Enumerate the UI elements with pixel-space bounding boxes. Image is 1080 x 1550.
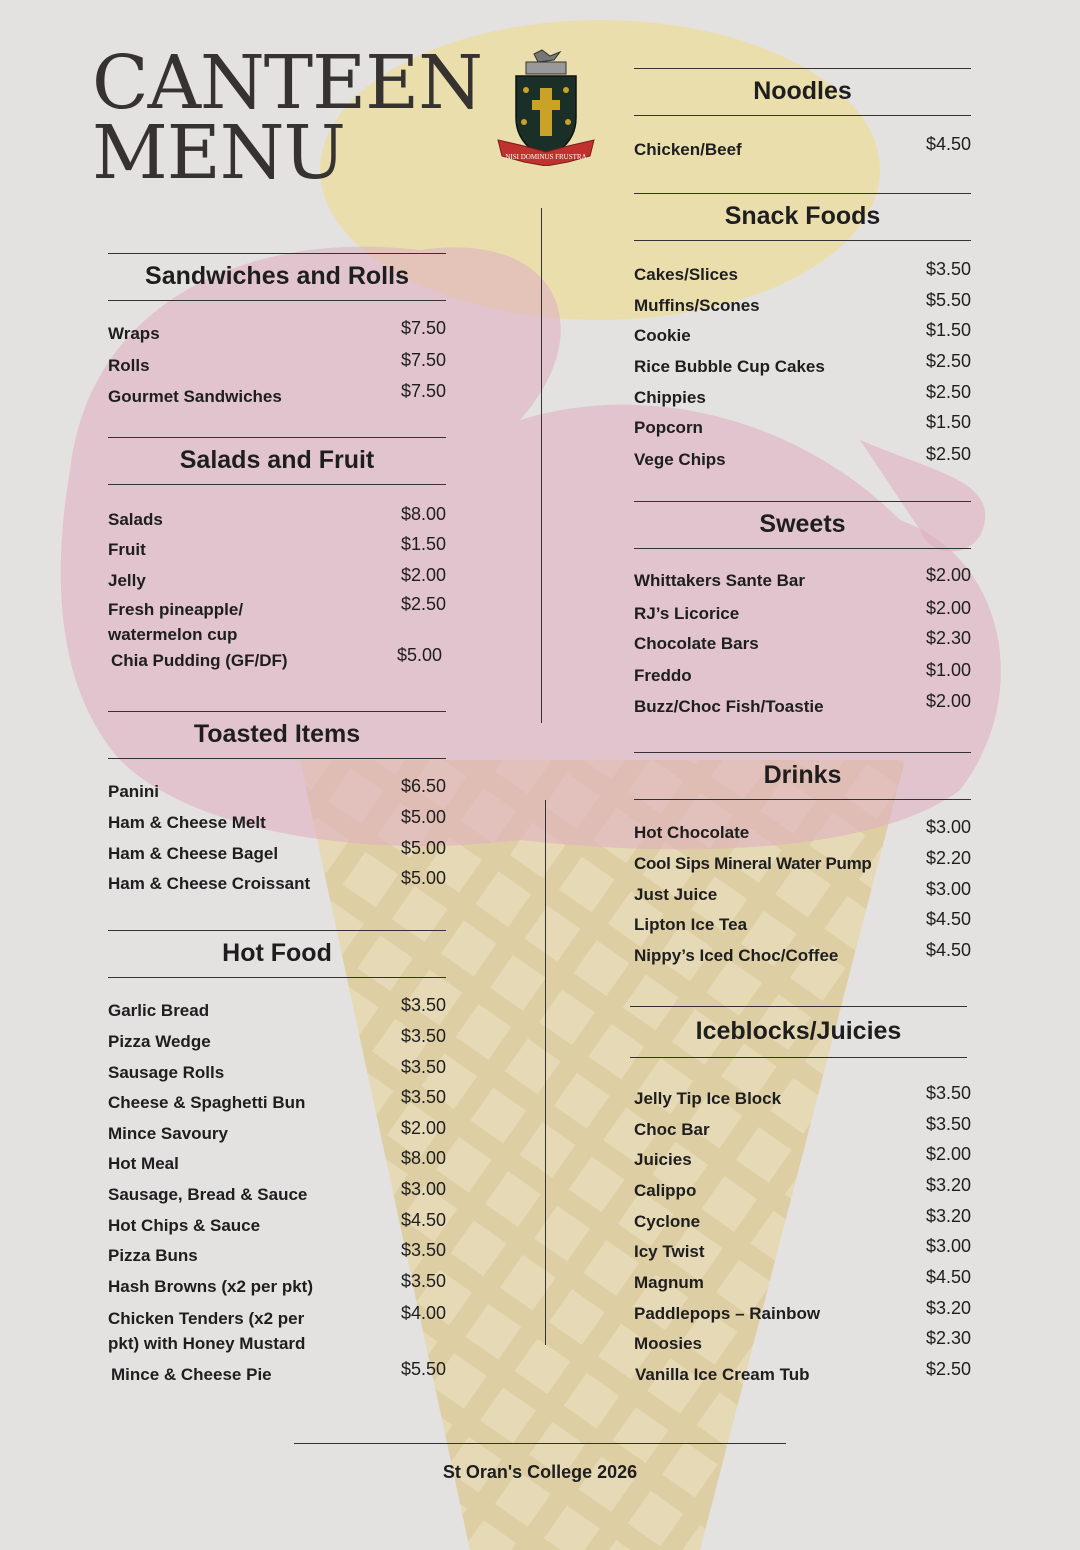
section-heading: Noodles [634, 68, 971, 116]
item-name: Hash Browns (x2 per pkt) [108, 1277, 313, 1296]
menu-item [634, 598, 971, 631]
item-name: Freddo [634, 666, 692, 685]
item-price: $7.50 [400, 350, 446, 370]
item-name: Just Juice [634, 885, 718, 904]
menu-item [634, 817, 971, 850]
menu-item [634, 351, 971, 384]
page-title [92, 40, 482, 196]
menu-item [108, 1148, 446, 1181]
item-name: Chocolate Bars [634, 634, 759, 653]
menu-item [108, 645, 446, 678]
item-name: Lipton Ice Tea [634, 915, 748, 934]
menu-item [630, 1267, 971, 1300]
item-price: $3.00 [925, 817, 971, 837]
item-name: Rice Bubble Cup Cakes [634, 357, 825, 376]
item-price: $3.50 [925, 1114, 971, 1134]
item-price: $2.50 [925, 1359, 971, 1379]
item-name: Jelly Tip Ice Block [634, 1089, 782, 1108]
item-price: $4.50 [400, 1210, 446, 1230]
item-price: $7.50 [400, 318, 446, 338]
menu-section-iceblocks [630, 1006, 971, 1384]
menu-section-salads [108, 437, 446, 670]
item-price: $2.20 [925, 848, 971, 868]
menu-item [108, 594, 446, 644]
item-price: $2.00 [925, 565, 971, 585]
section-heading: Salads and Fruit [108, 437, 446, 485]
section-heading: Iceblocks/Juicies [630, 1006, 967, 1058]
item-price: $2.00 [925, 1144, 971, 1164]
item-name: Cyclone [634, 1212, 701, 1231]
item-name: Choc Bar [634, 1120, 710, 1139]
item-price: $3.00 [925, 879, 971, 899]
item-price: $1.50 [925, 320, 971, 340]
menu-section-noodles [634, 68, 971, 159]
item-name: Whittakers Sante Bar [634, 571, 805, 590]
item-name: Salads [108, 510, 163, 529]
crest-motto: NISI DOMINUS FRUSTRA [505, 153, 587, 161]
item-name: Pizza Wedge [108, 1032, 211, 1051]
item-price: $5.00 [396, 645, 442, 665]
item-name: Magnum [634, 1273, 704, 1292]
item-name: Vanilla Ice Cream Tub [635, 1365, 810, 1384]
menu-item [634, 909, 971, 942]
item-name: Mince Savoury [108, 1124, 228, 1143]
menu-section-sweets [634, 501, 971, 716]
item-price: $5.50 [925, 290, 971, 310]
menu-item [634, 660, 971, 693]
item-price: $3.20 [925, 1175, 971, 1195]
item-price: $1.50 [925, 412, 971, 432]
footer-divider [294, 1443, 786, 1444]
menu-item [108, 776, 446, 809]
menu-item [108, 1303, 446, 1353]
item-name: Hot Meal [108, 1154, 179, 1173]
menu-item [108, 868, 446, 901]
item-name: Panini [108, 782, 160, 801]
menu-item [108, 1240, 446, 1273]
item-price: $3.20 [925, 1206, 971, 1226]
item-price: $2.50 [400, 594, 446, 614]
item-name: Juicies [634, 1150, 692, 1169]
item-name: Chicken Tenders (x2 per pkt) with Honey Mustard [108, 1309, 306, 1353]
item-name: Moosies [634, 1334, 703, 1353]
item-price: $5.50 [400, 1359, 446, 1379]
item-name: Fresh pineapple/ watermelon cup [108, 600, 244, 644]
menu-item [108, 807, 446, 840]
item-price: $4.50 [925, 1267, 971, 1287]
item-price: $3.00 [925, 1236, 971, 1256]
section-heading: Toasted Items [108, 711, 446, 759]
menu-item [108, 565, 446, 598]
item-price: $4.00 [400, 1303, 446, 1323]
item-price: $3.50 [925, 1083, 971, 1103]
item-name: Gourmet Sandwiches [108, 387, 282, 406]
menu-item [630, 1236, 971, 1269]
item-price: $6.50 [400, 776, 446, 796]
menu-item [108, 1179, 446, 1212]
menu-item [108, 838, 446, 871]
title-line-1: CANTEEN [92, 40, 482, 126]
item-name: Buzz/Choc Fish/Toastie [634, 697, 824, 716]
item-price: $5.00 [400, 807, 446, 827]
column-divider-bottom [545, 800, 546, 1345]
menu-item [634, 444, 971, 477]
menu-section-drinks [634, 752, 971, 965]
item-price: $5.00 [400, 868, 446, 888]
item-price: $2.00 [400, 1118, 446, 1138]
menu-item [108, 995, 446, 1028]
menu-item [108, 381, 446, 414]
menu-item [630, 1114, 971, 1147]
item-price: $3.00 [400, 1179, 446, 1199]
item-name: Rolls [108, 356, 150, 375]
menu-section-toasted [108, 711, 446, 893]
item-name: Hot Chocolate [634, 823, 750, 842]
footer-text: St Oran's College 2026 [442, 1462, 638, 1482]
item-price: $4.50 [925, 940, 971, 960]
item-name: Paddlepops – Rainbow [634, 1304, 821, 1323]
item-price: $2.50 [925, 382, 971, 402]
menu-item [108, 1087, 446, 1120]
menu-item [108, 1359, 446, 1392]
section-heading: Snack Foods [634, 193, 971, 241]
item-price: $2.00 [400, 565, 446, 585]
item-price: $1.00 [925, 660, 971, 680]
item-name: Jelly [108, 571, 146, 590]
item-name: Calippo [634, 1181, 697, 1200]
menu-item [108, 1210, 446, 1243]
section-heading: Sweets [634, 501, 971, 549]
item-price: $3.50 [400, 1271, 446, 1291]
menu-item [630, 1083, 971, 1116]
item-price: $4.50 [925, 134, 971, 154]
menu-item [634, 382, 971, 415]
item-name: Fruit [108, 540, 146, 559]
item-price: $8.00 [400, 1148, 446, 1168]
item-price: $2.30 [925, 1328, 971, 1348]
item-price: $7.50 [400, 381, 446, 401]
menu-item [108, 1118, 446, 1151]
item-name: Chicken/Beef [634, 140, 742, 159]
item-name: Vege Chips [634, 450, 726, 469]
item-price: $8.00 [400, 504, 446, 524]
item-name: Pizza Buns [108, 1246, 198, 1265]
item-name: Muffins/Scones [634, 296, 760, 315]
item-price: $4.50 [925, 909, 971, 929]
menu-section-hot-food [108, 930, 446, 1384]
menu-item [634, 848, 971, 881]
item-price: $1.50 [400, 534, 446, 554]
menu-item [634, 691, 971, 724]
item-price: $3.50 [400, 1087, 446, 1107]
item-name: Wraps [108, 324, 160, 343]
item-price: $2.50 [925, 351, 971, 371]
menu-item [634, 290, 971, 323]
menu-item [634, 134, 971, 167]
menu-item [634, 320, 971, 353]
column-divider-top [541, 208, 542, 723]
item-name: Nippy’s Iced Choc/Coffee [634, 946, 839, 965]
school-crest-icon [494, 48, 598, 166]
item-price: $2.00 [925, 598, 971, 618]
item-name: Ham & Cheese Croissant [108, 874, 311, 893]
section-heading: Hot Food [108, 930, 446, 978]
item-name: Sausage, Bread & Sauce [108, 1185, 308, 1204]
menu-item [634, 565, 971, 598]
item-name: Sausage Rolls [108, 1063, 225, 1082]
item-price: $3.50 [925, 259, 971, 279]
item-name: Hot Chips & Sauce [108, 1216, 261, 1235]
item-name: Icy Twist [634, 1242, 705, 1261]
item-name: RJ’s Licorice [634, 604, 740, 623]
menu-item [630, 1328, 971, 1361]
section-heading: Sandwiches and Rolls [108, 253, 446, 301]
section-heading: Drinks [634, 752, 971, 800]
menu-item [108, 1057, 446, 1090]
menu-item [634, 412, 971, 445]
menu-item [630, 1175, 971, 1208]
item-name: Cookie [634, 326, 691, 345]
item-name: Cheese & Spaghetti Bun [108, 1093, 306, 1112]
menu-item [630, 1206, 971, 1239]
menu-item [108, 1026, 446, 1059]
menu-item [630, 1144, 971, 1177]
menu-item [634, 628, 971, 661]
menu-section-sandwiches [108, 253, 446, 406]
menu-item [634, 879, 971, 912]
item-price: $2.00 [925, 691, 971, 711]
item-price: $2.30 [925, 628, 971, 648]
menu-item [634, 940, 971, 973]
item-price: $3.50 [400, 995, 446, 1015]
item-name: Ham & Cheese Melt [108, 813, 266, 832]
item-name: Chia Pudding (GF/DF) [111, 651, 288, 670]
item-name: Chippies [634, 388, 706, 407]
menu-item [108, 350, 446, 383]
item-price: $5.00 [400, 838, 446, 858]
menu-item [634, 259, 971, 292]
menu-item [108, 1271, 446, 1304]
item-name: Ham & Cheese Bagel [108, 844, 279, 863]
menu-item [630, 1298, 971, 1331]
title-line-2: MENU [92, 110, 345, 196]
item-name: Cakes/Slices [634, 265, 738, 284]
item-name: Mince & Cheese Pie [111, 1365, 272, 1384]
menu-item [108, 534, 446, 567]
item-name: Cool Sips Mineral Water Pump [634, 854, 872, 873]
item-price: $3.50 [400, 1057, 446, 1077]
item-price: $2.50 [925, 444, 971, 464]
menu-section-snack-foods [634, 193, 971, 469]
item-price: $3.50 [400, 1240, 446, 1260]
item-name: Garlic Bread [108, 1001, 210, 1020]
menu-item [108, 318, 446, 351]
item-price: $3.20 [925, 1298, 971, 1318]
menu-item [108, 504, 446, 537]
menu-item [630, 1359, 971, 1392]
item-price: $3.50 [400, 1026, 446, 1046]
item-name: Popcorn [634, 418, 703, 437]
